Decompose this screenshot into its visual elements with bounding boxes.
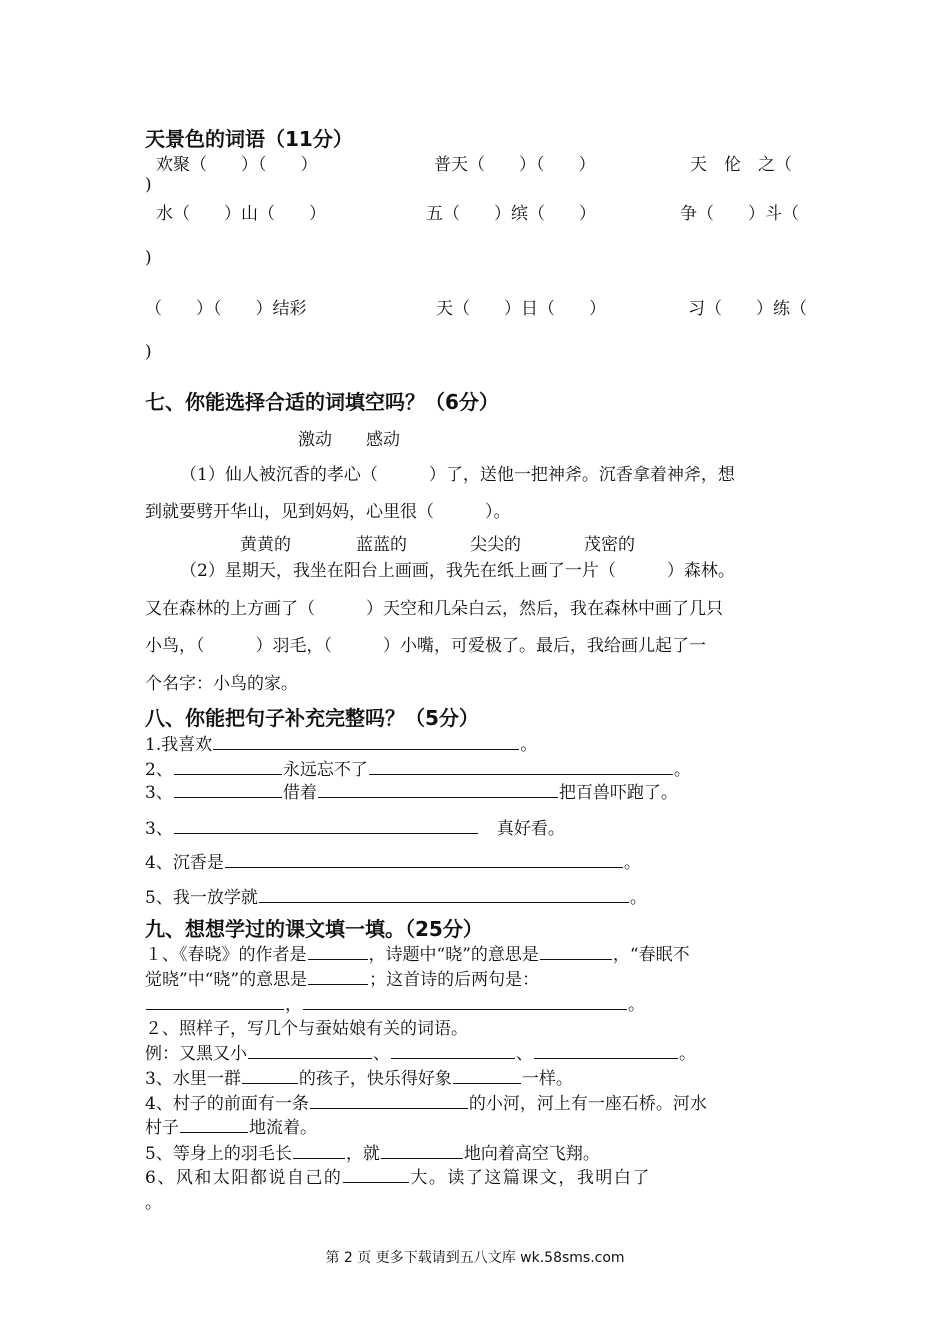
idiom-blank: 普天（ ）（ ） bbox=[434, 155, 596, 175]
idiom-blank: 争（ ）斗（ bbox=[680, 204, 799, 224]
word-choice: 茂密的 bbox=[584, 535, 635, 555]
sentence-item: 3、 真好看。 bbox=[145, 819, 565, 839]
question-line: 3、水里一群 的孩子，快乐得好象 一样。 bbox=[145, 1069, 573, 1089]
word-choice: 蓝蓝的 bbox=[356, 535, 407, 555]
paren-close: ) bbox=[145, 248, 152, 268]
sentence-item: 3、 借着 把百兽吓跑了。 bbox=[145, 783, 678, 803]
idiom-blank: 天（ ）日（ ） bbox=[436, 299, 606, 319]
question-line: 6、风和太阳都说自己的 大。读了这篇课文，我明白了 bbox=[145, 1168, 651, 1188]
paren-close: ) bbox=[145, 175, 152, 195]
question-line: ２、照样子，写几个与蚕姑娘有关的词语。 bbox=[145, 1019, 468, 1039]
question-line: 4、村子的前面有一条 的小河，河上有一座石桥。河水 bbox=[145, 1094, 707, 1114]
question-line: ， 。 bbox=[145, 990, 645, 1015]
word-choice: 黄黄的 bbox=[240, 535, 291, 555]
question-line: １、《春晓》的作者是 ，诗题中“晓”的意思是 ，“春眠不 bbox=[145, 945, 690, 965]
paragraph-line: （1）仙人被沉香的孝心（ ）了，送他一把神斧。沉香拿着神斧，想 bbox=[180, 465, 735, 485]
paragraph-line: 到就要劈开华山，见到妈妈，心里很（ ）。 bbox=[145, 502, 511, 522]
idiom-blank: 欢聚（ ）（ ） bbox=[156, 155, 318, 175]
question-line: 。 bbox=[145, 1193, 162, 1213]
sentence-item: 4、沉香是 。 bbox=[145, 853, 641, 873]
paragraph-line: 又在森林的上方画了（ ）天空和几朵白云，然后，我在森林中画了几只 bbox=[145, 599, 723, 619]
sentence-item: 5、我一放学就 。 bbox=[145, 888, 647, 908]
idiom-blank: 天 伦 之（ bbox=[690, 155, 792, 175]
paragraph-line: 小鸟，（ ）羽毛，（ ）小嘴，可爱极了。最后，我给画儿起了一 bbox=[145, 636, 706, 656]
idiom-blank: 水（ ）山（ ） bbox=[156, 204, 326, 224]
word-choice: 尖尖的 bbox=[470, 535, 521, 555]
sentence-item: 1.我喜欢 。 bbox=[145, 735, 538, 755]
paren-close: ) bbox=[145, 342, 152, 362]
question-line: 例：又黑又小 、 、 。 bbox=[145, 1044, 696, 1064]
paragraph-line: （2）星期天，我坐在阳台上画画，我先在纸上画了一片（ ）森林。 bbox=[180, 561, 735, 581]
word-choice: 激动 bbox=[298, 430, 332, 450]
idiom-blank: 五（ ）缤（ ） bbox=[426, 204, 596, 224]
question-line: 村子 地流着。 bbox=[145, 1118, 317, 1138]
idiom-blank: （ ）（ ）结彩 bbox=[145, 299, 307, 319]
sentence-item: 2、 永远忘不了 。 bbox=[145, 760, 691, 780]
question-line: 觉晓”中“晓”的意思是 ；这首诗的后两句是： bbox=[145, 970, 540, 990]
section-heading: 天景色的词语（11分） bbox=[145, 127, 353, 151]
section-heading: 八、你能把句子补充完整吗？（5分） bbox=[145, 706, 479, 730]
section-heading: 七、你能选择合适的词填空吗？（6分） bbox=[145, 390, 499, 414]
question-line: 5、等身上的羽毛长 ，就 地向着高空飞翔。 bbox=[145, 1144, 600, 1164]
section-heading: 九、想想学过的课文填一填。（25分） bbox=[145, 917, 483, 941]
page-footer: 第 2 页 更多下载请到五八文库 wk.58sms.com bbox=[325, 1250, 625, 1266]
word-choice: 感动 bbox=[366, 430, 400, 450]
idiom-blank: 习（ ）练（ bbox=[688, 299, 807, 319]
paragraph-line: 个名字：小鸟的家。 bbox=[145, 674, 298, 694]
